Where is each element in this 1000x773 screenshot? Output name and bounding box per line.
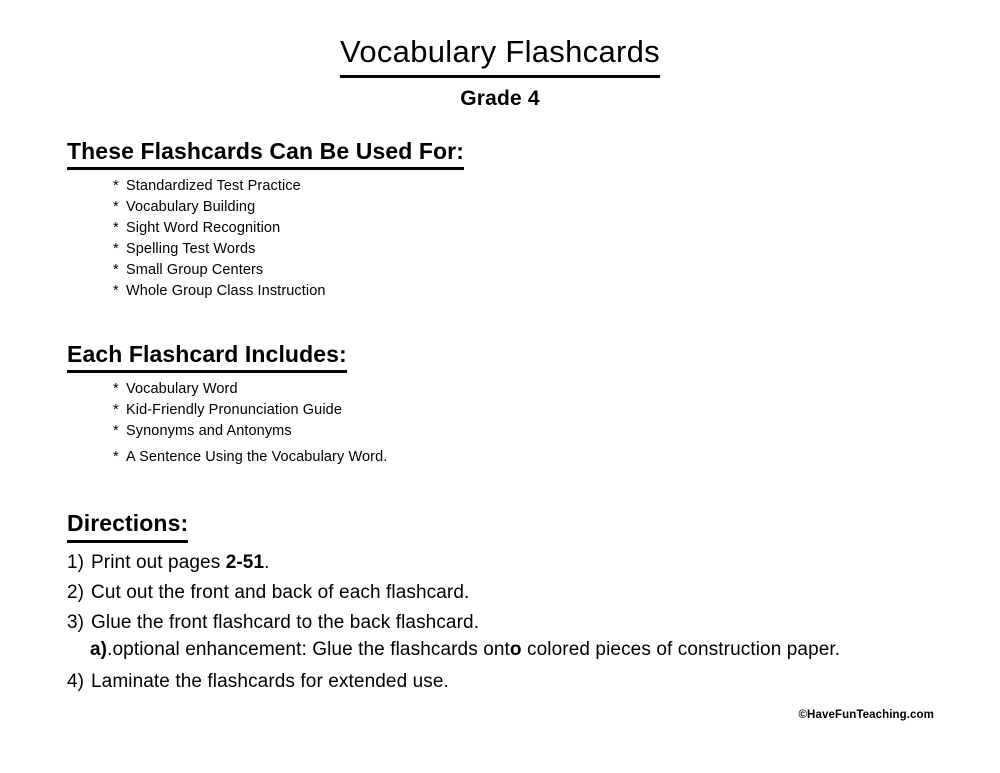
bullet-star-icon: * [113, 381, 119, 398]
bullet-star-icon: * [113, 220, 119, 237]
step-number: 1) [67, 551, 85, 573]
list-item-label: Vocabulary Building [126, 199, 256, 216]
substep-text: .optional enhancement: Glue the flashcards ont [107, 638, 510, 660]
list-item-label: A Sentence Using the Vocabulary Word. [126, 448, 388, 465]
list-item-label: Small Group Centers [126, 262, 264, 279]
step-number: 2) [67, 581, 85, 603]
list-item-label: Vocabulary Word [126, 381, 238, 398]
step-text-emphasis: 2-51 [225, 551, 265, 573]
page-subtitle: Grade 4 [460, 86, 540, 110]
list-item [113, 221, 960, 236]
list-item [113, 284, 960, 299]
step-number: 3) [67, 611, 85, 633]
uses-list [67, 179, 960, 299]
step-text: Print out pages [91, 551, 226, 573]
bullet-star-icon: * [113, 262, 119, 279]
list-item [113, 403, 960, 418]
bullet-star-icon: * [113, 241, 119, 258]
bullet-star-icon: * [113, 423, 119, 440]
page-title: Vocabulary Flashcards [340, 34, 660, 78]
list-item-label: Synonyms and Antonyms [126, 423, 292, 440]
section-heading-uses: These Flashcards Can Be Used For: [67, 138, 464, 170]
step-number: 4) [67, 670, 85, 692]
direction-step [67, 672, 960, 691]
bullet-star-icon: * [113, 199, 119, 216]
list-item [113, 450, 960, 465]
section-directions [67, 510, 960, 691]
list-item-label: Sight Word Recognition [126, 220, 281, 237]
direction-step [67, 613, 960, 661]
bullet-star-icon: * [113, 402, 119, 419]
step-text: Laminate the flashcards for extended use. [91, 670, 449, 692]
list-item [113, 424, 960, 439]
step-text-tail: . [264, 551, 270, 573]
list-item-label: Spelling Test Words [126, 241, 256, 258]
includes-list [67, 382, 960, 464]
section-heading-includes: Each Flashcard Includes: [67, 341, 347, 373]
section-heading-directions: Directions: [67, 510, 188, 542]
list-item-label: Kid-Friendly Pronunciation Guide [126, 402, 342, 419]
substep-text-emphasis: o [509, 638, 522, 660]
directions-list [67, 553, 960, 691]
section-flashcard-includes [67, 341, 960, 464]
list-item [113, 179, 960, 194]
bullet-star-icon: * [113, 448, 119, 465]
list-item [113, 263, 960, 278]
direction-substep [67, 638, 960, 661]
bullet-star-icon: * [113, 283, 119, 300]
substep-number: a) [90, 638, 108, 660]
bullet-star-icon: * [113, 178, 119, 195]
footer-credit: ©HaveFunTeaching.com [798, 709, 934, 721]
title-block [0, 0, 1000, 110]
list-item-label: Standardized Test Practice [126, 178, 301, 195]
list-item [113, 382, 960, 397]
list-item [113, 200, 960, 215]
direction-step [67, 553, 960, 572]
substep-text-tail: colored pieces of construction paper. [521, 638, 841, 660]
document-content [0, 138, 1000, 691]
direction-step [67, 583, 960, 602]
list-item-label: Whole Group Class Instruction [126, 283, 326, 300]
list-item [113, 242, 960, 257]
step-text: Glue the front flashcard to the back flashcard. [91, 611, 480, 633]
step-text: Cut out the front and back of each flashcard. [91, 581, 470, 603]
section-flashcard-uses [67, 138, 960, 299]
